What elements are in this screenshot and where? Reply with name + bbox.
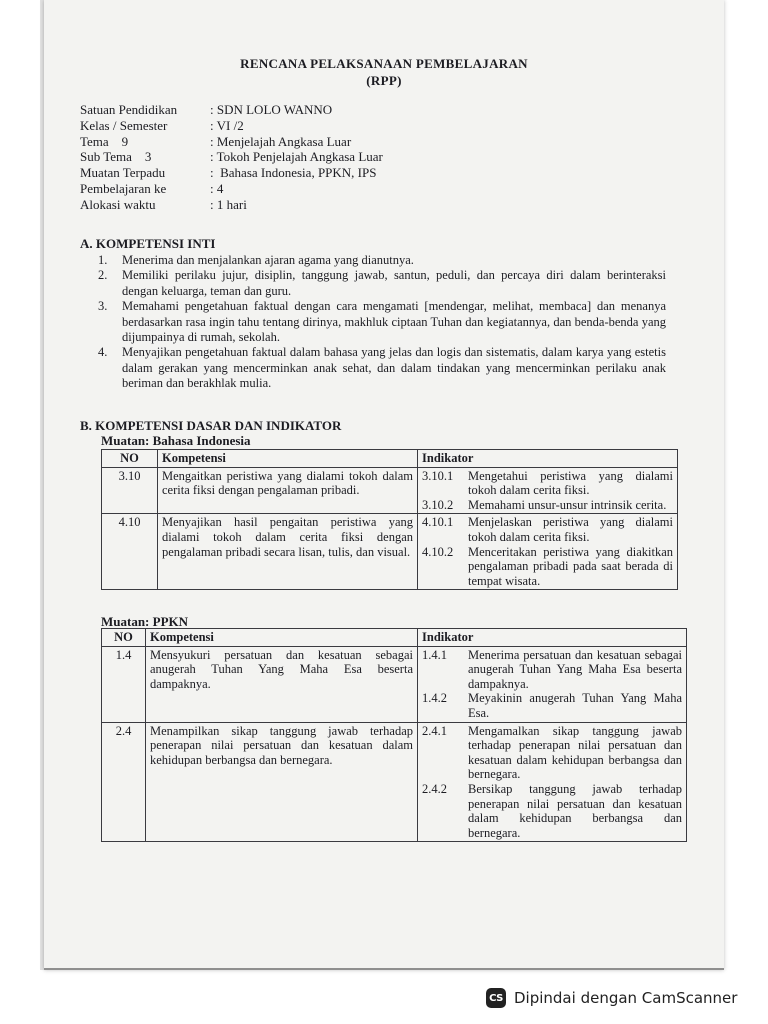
indikator-text: Menceritakan peristiwa yang diakitkan pengalaman pribadi pada saat berada di tempat wisata. (468, 544, 673, 588)
cell-indikator (418, 646, 687, 722)
kompetensi-table-bahasa-indonesia (101, 449, 678, 590)
indikator-item (422, 545, 673, 589)
info-row (80, 197, 383, 213)
info-label: Tema 9 (80, 133, 129, 149)
document-subtitle: (RPP) (366, 73, 402, 88)
list-number: 3. (98, 299, 108, 314)
header-kompetensi: Kompetensi (146, 629, 418, 647)
list-text: Memahami pengetahuan faktual dengan cara mengamati [mendengar, melihat, membaca] dan menanya berdasarkan rasa ingin tahu tentang dirinya, makhluk ciptaan Tuhan dan kegiatannya, dan benda-benda yang dijumpainya di rumah, sekolah. (122, 299, 666, 345)
indikator-text: Meyakinin anugerah Tuhan Yang Maha Esa. (468, 691, 682, 720)
info-value: : Menjelajah Angkasa Luar (210, 133, 352, 149)
cell-no: 3.10 (102, 467, 158, 514)
list-text: Menyajikan pengetahuan faktual dalam bahasa yang jelas dan logis dan sistematis, dalam karya yang estetis dalam gerakan yang mencerminkan anak sehat, dan dalam tindakan yang mencerminkan perilaku anak beriman dan berakhlak mulia. (122, 345, 666, 391)
info-label: Pembelajaran ke (80, 180, 167, 196)
cell-kompetensi: Menyajikan hasil pengaitan peristiwa yang dialami tokoh dalam cerita fiksi dengan pengalaman pribadi secara lisan, tulis, dan visual. (158, 514, 418, 590)
list-number: 1. (98, 253, 108, 267)
list-item (98, 253, 666, 268)
table-row (102, 467, 678, 514)
section-heading-kompetensi-dasar: B. KOMPETENSI DASAR DAN INDIKATOR (80, 418, 342, 433)
kompetensi-table-ppkn (101, 628, 687, 842)
indikator-text: Memahami unsur-unsur intrinsik cerita. (468, 497, 667, 512)
camscanner-watermark (486, 988, 737, 1008)
list-text: Memiliki perilaku jujur, disiplin, tanggung jawab, santun, peduli, dan percaya diri dalam berinteraksi dengan keluarga, teman dan guru. (122, 268, 666, 298)
header-indikator: Indikator (418, 629, 687, 647)
indikator-item (422, 782, 682, 840)
header-kompetensi: Kompetensi (158, 450, 418, 468)
table-header-row (102, 629, 687, 647)
muatan-label-bahasa-indonesia: Muatan: Bahasa Indonesia (101, 433, 251, 448)
indikator-code: 1.4.1 (422, 647, 447, 662)
indikator-item (422, 648, 682, 692)
info-value: : Bahasa Indonesia, PPKN, IPS (210, 165, 377, 181)
info-row (80, 165, 383, 181)
info-value: : VI /2 (210, 117, 244, 133)
watermark-text: Dipindai dengan CamScanner (514, 989, 738, 1007)
list-text: Menerima dan menjalankan ajaran agama yang dianutnya. (122, 253, 414, 267)
info-label: Alokasi waktu (80, 196, 156, 212)
info-label: Muatan Terpadu (80, 165, 166, 181)
info-row (80, 149, 383, 165)
table-row (102, 514, 678, 590)
indikator-code: 3.10.2 (422, 497, 454, 512)
info-row (80, 181, 383, 197)
list-item (98, 268, 666, 299)
muatan-label-ppkn: Muatan: PPKN (101, 614, 189, 629)
table-header-row (102, 450, 678, 468)
indikator-item (422, 515, 673, 544)
indikator-code: 4.10.2 (422, 544, 454, 559)
cell-no: 1.4 (102, 646, 146, 722)
indikator-text: Bersikap tanggung jawab terhadap penerapan nilai persatuan dan kesatuan dalam kehidupan berbangsa dan bernegara. (468, 781, 682, 840)
list-number: 4. (98, 345, 108, 360)
indikator-text: Menerima persatuan dan kesatuan sebagai anugerah Tuhan Yang Maha Esa beserta dampaknya. (468, 647, 682, 691)
header-indikator: Indikator (418, 450, 678, 468)
table-row (102, 646, 687, 722)
list-item (98, 345, 666, 391)
indikator-code: 4.10.1 (422, 515, 454, 530)
indikator-item (422, 691, 682, 720)
cell-kompetensi: Menampilkan sikap tanggung jawab terhadap penerapan nilai persatuan dan kesatuan dalam kehidupan berbangsa dan bernegara. (146, 722, 418, 842)
cell-indikator (418, 467, 678, 514)
info-row (80, 102, 383, 118)
info-value: : Tokoh Penjelajah Angkasa Luar (210, 149, 383, 165)
kompetensi-inti-list (98, 253, 666, 392)
indikator-item (422, 469, 673, 498)
cell-no: 4.10 (102, 514, 158, 590)
info-value: : 1 hari (210, 196, 247, 212)
header-no: NO (102, 629, 146, 647)
indikator-text: Menjelaskan peristiwa yang dialami tokoh dalam cerita fiksi. (468, 515, 673, 544)
indikator-item (422, 498, 673, 513)
indikator-code: 3.10.1 (422, 468, 454, 483)
cell-kompetensi: Mensyukuri persatuan dan kesatuan sebagai anugerah Tuhan Yang Maha Esa beserta dampaknya. (146, 646, 418, 722)
cell-no: 2.4 (102, 722, 146, 842)
info-label: Kelas / Semester (80, 117, 168, 133)
list-number: 2. (98, 268, 108, 283)
info-value: : SDN LOLO WANNO (210, 102, 333, 117)
section-heading-kompetensi-inti: A. KOMPETENSI INTI (80, 236, 216, 251)
indikator-code: 2.4.2 (422, 781, 447, 796)
indikator-code: 1.4.2 (422, 691, 447, 706)
cell-indikator (418, 514, 678, 590)
table-row (102, 722, 687, 842)
list-item (98, 299, 666, 345)
indikator-code: 2.4.1 (422, 723, 447, 738)
info-label: Sub Tema 3 (80, 149, 152, 165)
info-value: : 4 (210, 180, 224, 196)
indikator-text: Mengamalkan sikap tanggung jawab terhadap penerapan nilai persatuan dan kesatuan dalam kehidupan berbangsa dan bernegara. (468, 723, 682, 782)
camscanner-logo-icon: CS (486, 988, 506, 1008)
info-row (80, 134, 383, 150)
indikator-item (422, 724, 682, 782)
info-row (80, 118, 383, 134)
identity-block (80, 102, 383, 213)
cell-kompetensi: Mengaitkan peristiwa yang dialami tokoh dalam cerita fiksi dengan pengalaman pribadi. (158, 467, 418, 514)
indikator-text: Mengetahui peristiwa yang dialami tokoh dalam cerita fiksi. (468, 468, 673, 498)
cell-indikator (418, 722, 687, 842)
document-title: RENCANA PELAKSANAAN PEMBELAJARAN (240, 56, 528, 71)
info-label: Satuan Pendidikan (80, 102, 178, 117)
header-no: NO (102, 450, 158, 468)
